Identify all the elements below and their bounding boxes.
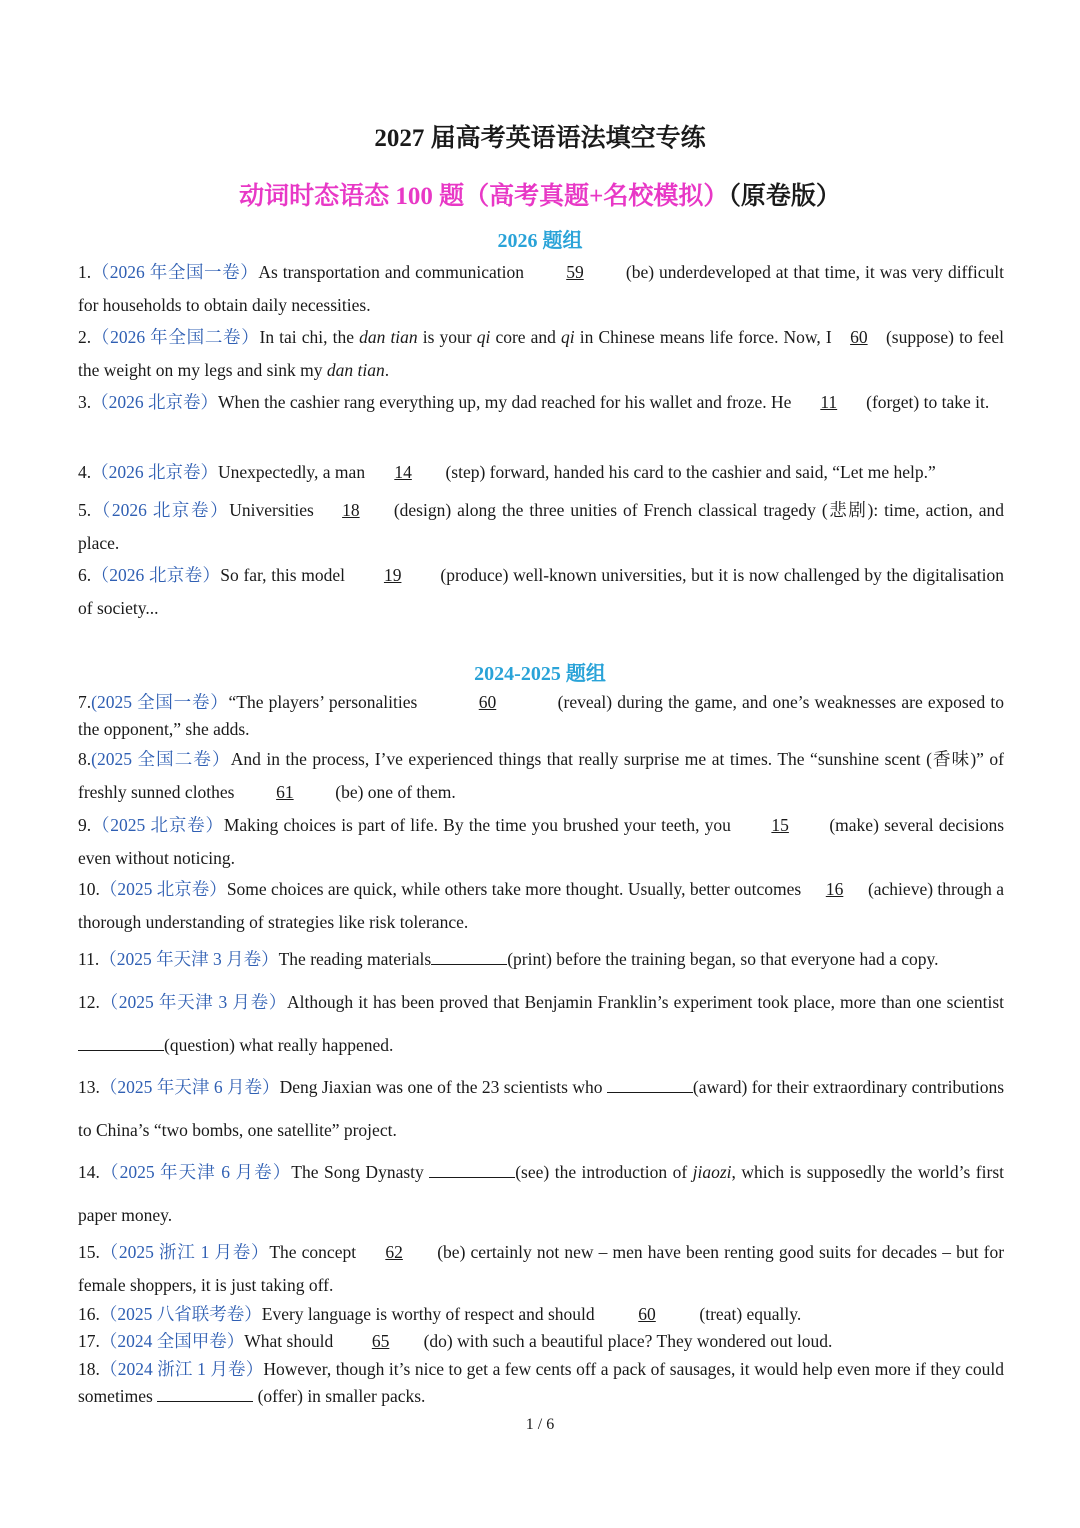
answer-blank (78, 1032, 164, 1051)
question-source: （2026 年全国二卷） (91, 327, 260, 347)
question-source: （2025 浙江 1 月卷） (99, 1242, 270, 1262)
question-6: 6.（2026 北京卷）So far, this model 19 (produce) well-known universities, but it is now challenged by the digitalisation of society... (78, 559, 1004, 625)
question-source: （2024 全国甲卷） (99, 1331, 245, 1351)
answer-blank (157, 1383, 253, 1402)
answer-blank (429, 1159, 515, 1178)
question-source: （2026 北京卷） (91, 392, 218, 412)
question-number: 13. (78, 1077, 100, 1097)
question-number: 14. (78, 1162, 100, 1182)
answer-blank: 60 (638, 1304, 656, 1324)
page-number: 1 / 6 (525, 1416, 555, 1433)
question-number: 6. (78, 565, 92, 585)
question-number: 7. (78, 692, 92, 712)
question-11: 11.（2025 年天津 3 月卷）The reading materials (print) before the training began, so that everyone had a copy. (78, 943, 1004, 976)
question-5: 5.（2026 北京卷）Universities 18 (design) along the three unities of French classical tragedy (悲剧): time, action, and place. (78, 494, 1004, 560)
subtitle-tail: （原卷版） (728, 183, 841, 210)
question-14: 14.（2025 年天津 6 月卷）The Song Dynasty (see) the introduction of jiaozi, which is supposedly the world’s first paper money. (78, 1151, 1004, 1237)
question-source: （2025 北京卷） (91, 815, 224, 835)
question-7: 7.(2025 全国一卷）“The players’ personalities 60 (reveal) during the game, and one’s weaknesses are exposed to the opponent,” she adds. (78, 689, 1004, 743)
answer-blank: 60 (478, 692, 497, 712)
question-source: （2025 年天津 6 月卷） (99, 1162, 292, 1182)
question-source: （2026 北京卷） (91, 565, 221, 585)
question-source: （2024 浙江 1 月卷） (99, 1359, 264, 1379)
answer-blank (607, 1074, 693, 1093)
answer-blank: 11 (820, 392, 838, 412)
question-source: （2025 年天津 3 月卷） (99, 949, 279, 969)
question-12: 12.（2025 年天津 3 月卷）Although it has been proved that Benjamin Franklin’s experiment took place, more than one scientist(question) what really happened. (78, 992, 1004, 1055)
question-source: (2025 全国一卷） (91, 692, 229, 712)
question-number: 11. (78, 949, 100, 969)
question-number: 2. (78, 327, 92, 347)
subtitle-main: 动词时态语态 100 题（高考真题+名校模拟） (239, 183, 729, 210)
answer-blank: 18 (342, 500, 360, 520)
question-16: 16.（2025 八省联考卷）Every language is worthy of respect and should 60 (treat) equally. (78, 1301, 1004, 1328)
question-number: 5. (78, 500, 92, 520)
question-1: 1.（2026 年全国一卷）As transportation and communication 59 (be) underdeveloped at that time, it was very difficult for households to obtain daily necessities. (78, 256, 1004, 322)
question-17: 17.（2024 全国甲卷）What should 65 (do) with such a beautiful place? They wondered out loud. (78, 1328, 1004, 1355)
answer-blank: 60 (850, 327, 868, 347)
question-number: 3. (78, 392, 92, 412)
page-title: 2027 届高考英语语法填空专练 (374, 125, 706, 152)
question-10: 10.（2025 北京卷）Some choices are quick, while others take more thought. Usually, better outcomes 16 (achieve) through a thorough understanding of strategies like risk tolerance. (78, 873, 1004, 939)
question-number: 4. (78, 462, 92, 482)
question-13: 13.（2025 年天津 6 月卷）Deng Jiaxian was one of the 23 scientists who (award) for their extraordinary contributions to China’s “two bombs, one satellite” project. (78, 1066, 1004, 1152)
question-15: 15.（2025 浙江 1 月卷）The concept 62 (be) certainly not new – men have been renting good suits for decades – but for female shoppers, it is just taking off. (78, 1236, 1004, 1302)
question-4: 4.（2026 北京卷）Unexpectedly, a man 14 (step) forward, handed his card to the cashier and said, “Let me help.” (78, 456, 1004, 489)
question-source: （2025 八省联考卷） (99, 1304, 262, 1324)
question-source: （2026 年全国一卷） (91, 262, 259, 282)
question-number: 8. (78, 749, 92, 769)
answer-blank: 59 (566, 262, 584, 282)
answer-blank: 16 (825, 879, 844, 899)
question-number: 9. (78, 815, 92, 835)
page-subtitle (0, 176, 1080, 212)
question-source: （2025 北京卷） (99, 879, 227, 899)
question-source: （2025 年天津 3 月卷） (99, 992, 287, 1012)
answer-blank: 19 (383, 565, 402, 585)
question-9: 9.（2025 北京卷）Making choices is part of life. By the time you brushed your teeth, you 15 (make) several decisions even without noticing. (78, 809, 1004, 875)
answer-blank: 61 (276, 782, 294, 802)
group-heading-2026: 2026 题组 (497, 230, 583, 252)
question-number: 10. (78, 879, 100, 899)
group-heading-2024-2025: 2024-2025 题组 (474, 663, 606, 685)
question-source: (2025 全国二卷） (91, 749, 231, 769)
question-source: （2026 北京卷） (91, 500, 230, 520)
question-number: 16. (78, 1304, 100, 1324)
question-2: 2.（2026 年全国二卷）In tai chi, the dan tian is your qi core and qi in Chinese means life force. Now, I 60 (suppose) to feel the weight on my legs and sink my dan tian. (78, 321, 1004, 387)
question-source: （2026 北京卷） (91, 462, 218, 482)
question-18: 18.（2024 浙江 1 月卷）However, though it’s nice to get a few cents off a pack of sausages, it would help even more if they could sometimes (offer) in smaller packs. (78, 1359, 1004, 1406)
question-number: 15. (78, 1242, 100, 1262)
answer-blank: 15 (771, 815, 789, 835)
question-number: 12. (78, 992, 100, 1012)
answer-blank: 62 (385, 1242, 403, 1262)
question-source: （2025 年天津 6 月卷） (99, 1077, 280, 1097)
question-3: 3.（2026 北京卷）When the cashier rang everything up, my dad reached for his wallet and froze. He 11 (forget) to take it. (78, 386, 1004, 419)
question-number: 1. (78, 262, 92, 282)
answer-blank: 14 (394, 462, 412, 482)
answer-blank: 65 (371, 1331, 390, 1351)
answer-blank (431, 946, 507, 965)
question-8: 8.(2025 全国二卷）And in the process, I’ve experienced things that really surprise me at times. The “sunshine scent (香味)” of freshly sunned clothes 61 (be) one of them. (78, 743, 1004, 809)
question-number: 18. (78, 1359, 100, 1379)
question-number: 17. (78, 1331, 100, 1351)
